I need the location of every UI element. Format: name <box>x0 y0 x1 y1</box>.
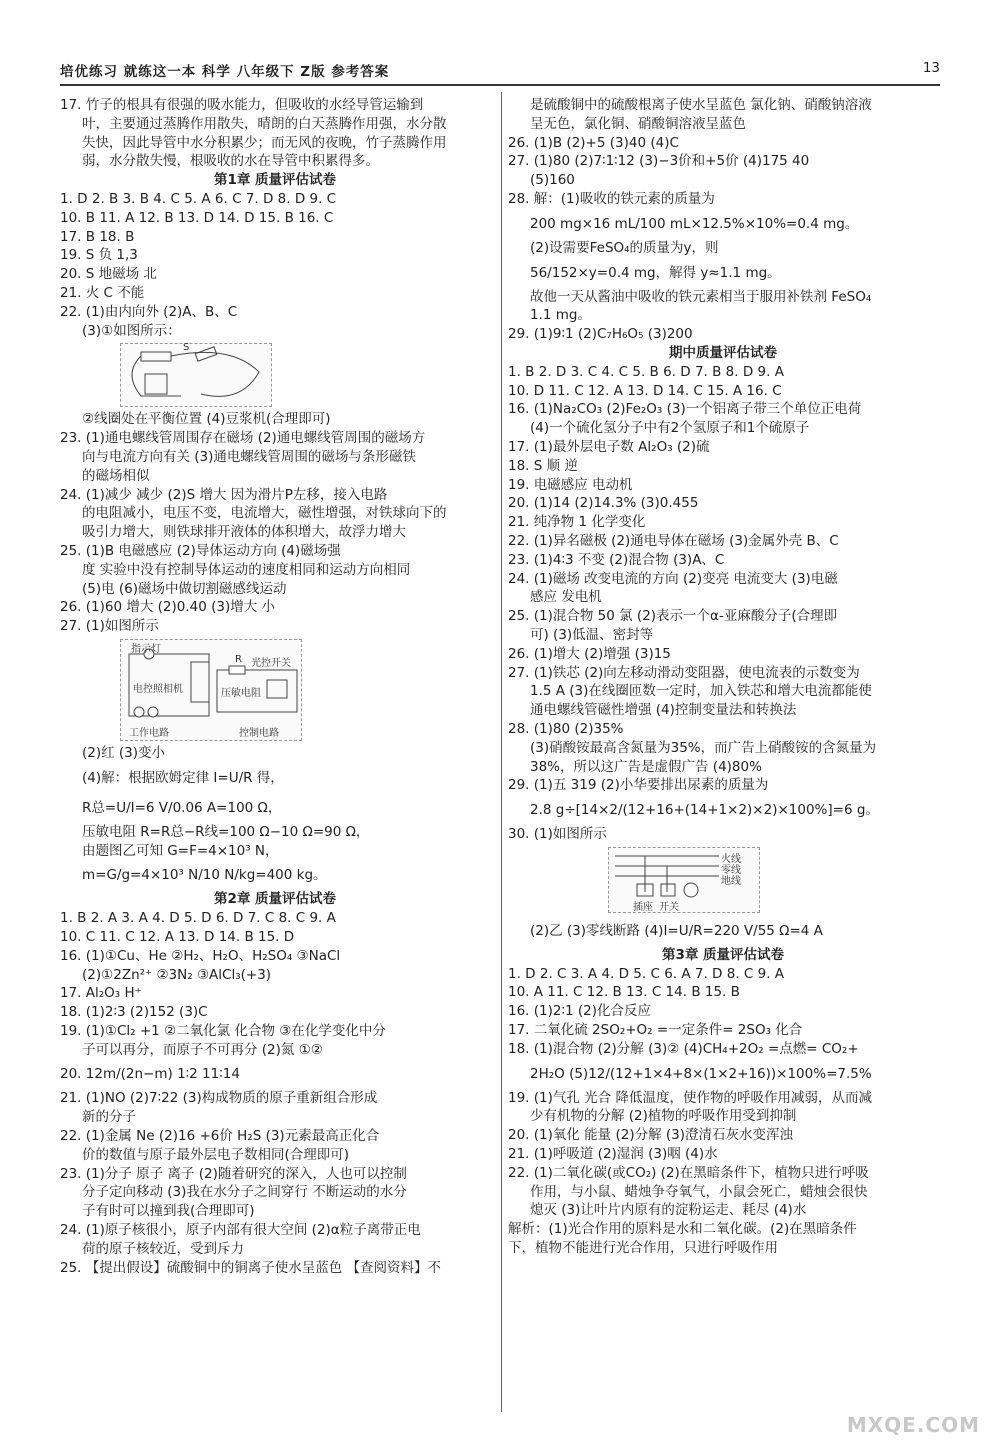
figure-30-home-wiring <box>608 847 760 913</box>
answer-line: (2)乙 (3)零线断路 (4)I=U/R=220 V/55 Ω=4 A <box>530 922 823 939</box>
answer-line: 16. (1)Na₂CO₃ (2)Fe₂O₃ (3)一个铝离子带三个单位正电荷 <box>508 401 862 418</box>
answer-line: 16. (1)①Cu、He ②H₂、H₂O、H₂SO₄ ③NaCl <box>60 947 341 964</box>
answer-line: 下，植物不能进行光合作用，只进行呼吸作用 <box>508 1240 778 1257</box>
answer-line: 26. (1)60 增大 (2)0.40 (3)增大 小 <box>60 599 276 616</box>
answer-line: 18. S 顺 逆 <box>508 457 578 474</box>
answer-line: (3)①如图所示： <box>82 322 181 339</box>
answer-line: 1. D 2. B 3. B 4. C 5. A 6. C 7. D 8. D 9. C <box>60 190 337 207</box>
fig30-label-socket: 插座 <box>633 901 653 913</box>
answer-line: 2.8 g÷[14×2/(12+16+(14+1×2)×2)×100%]=6 g。 <box>530 802 879 819</box>
answer-line: 18. (1)混合物 (2)分解 (3)② (4)CH₄+2O₂ =点燃= CO₂+ <box>508 1040 859 1057</box>
answer-line: 20. (1)氧化 能量 (2)分解 (3)澄清石灰水变浑浊 <box>508 1127 794 1144</box>
answer-line: 新的分子 <box>82 1109 136 1126</box>
answer-line: 解析：(1)光合作用的原料是水和二氧化碳。(2)在黑暗条件 <box>508 1221 857 1238</box>
answer-line: 弱，水分散失慢，根吸收的水在导管中积累得多。 <box>82 153 379 170</box>
answer-line: 10. C 11. C 12. A 13. D 14. B 15. D <box>60 928 295 945</box>
answer-line: 17. Al₂O₃ H⁺ <box>60 985 142 1002</box>
figure-22-motor-circuit <box>120 343 272 407</box>
answer-line: 29. (1)9∶1 (2)C₇H₆O₅ (3)200 <box>508 326 693 343</box>
answer-line: 呈无色，氯化铜、硝酸铜溶液呈蓝色 <box>530 115 746 132</box>
answer-line: 压敏电阻 R=R总−R线=100 Ω−10 Ω=90 Ω， <box>82 823 370 840</box>
answer-line: 叶，主要通过蒸腾作用散失，晴朗的白天蒸腾作用强，水分散 <box>82 115 447 132</box>
section-heading: 第3章 质量评估试卷 <box>661 946 785 963</box>
answer-line: 21. 纯净物 1 化学变化 <box>508 514 646 531</box>
answer-line: 20. (1)14 (2)14.3% (3)0.455 <box>508 495 699 512</box>
answer-line: 24. (1)原子核很小，原子内部有很大空间 (2)α粒子离带正电 <box>60 1222 421 1239</box>
answer-line: 1.1 mg。 <box>530 307 591 324</box>
answer-line: 17. 二氧化硫 2SO₂+O₂ =一定条件= 2SO₃ 化合 <box>508 1022 803 1039</box>
answer-line: 是硫酸铜中的硫酸根离子使水呈蓝色 氯化钠、硝酸钠溶液 <box>530 97 872 113</box>
answer-line: (2)①2Zn²⁺ ②3N₂ ③AlCl₃(+3) <box>82 966 272 983</box>
answer-line: 30. (1)如图所示 <box>508 826 607 843</box>
answer-line: 17. 竹子的根具有很强的吸水能力，但吸收的水经导管运输到 <box>60 97 424 113</box>
fig30-label-ground: 地线 <box>721 875 741 887</box>
answer-line: 19. 电磁感应 电动机 <box>508 476 633 493</box>
answer-line: 25. (1)B 电磁感应 (2)导体运动方向 (4)磁场强 <box>60 542 341 559</box>
answer-line: 1. B 2. D 3. C 4. C 5. B 6. D 7. B 8. D 9. A <box>508 363 784 380</box>
answer-line: 1. B 2. A 3. A 4. D 5. D 6. D 7. C 8. C 9. A <box>60 910 336 927</box>
answer-line: 18. (1)2∶3 (2)152 (3)C <box>60 1004 208 1021</box>
answer-line: 的磁场相似 <box>82 467 150 484</box>
answer-line: 19. S 负 1,3 <box>60 247 138 264</box>
answer-line: 21. (1)NO (2)7∶22 (3)构成物质的原子重新组合形成 <box>60 1090 378 1107</box>
answer-line: 熄灭 (3)让叶片内原有的淀粉运走、耗尽 (4)水 <box>530 1202 807 1219</box>
fig27-label-camera: 电控照相机 <box>133 683 183 695</box>
fig27-label-work-circuit: 工作电路 <box>129 727 169 739</box>
answer-line: 23. (1)分子 原子 离子 (2)随着研究的深入，人也可以控制 <box>60 1165 407 1182</box>
answer-line: R总=U/I=6 V/0.06 A=100 Ω， <box>82 799 282 816</box>
answer-line: 1. D 2. C 3. A 4. D 5. C 6. A 7. D 8. C 9. A <box>508 965 785 982</box>
answer-line: 27. (1)如图所示 <box>60 618 159 635</box>
header-rule <box>60 84 940 86</box>
answer-line: 19. (1)气孔 光合 降低温度，使作物的呼吸作用减弱，从而减 <box>508 1089 872 1106</box>
answer-line: 38%，所以这广告是虚假广告 (4)80% <box>530 758 762 775</box>
answer-line: 可) (3)低温、密封等 <box>530 626 654 643</box>
answer-line: 29. (1)五 319 (2)小华要排出尿素的质量为 <box>508 777 769 794</box>
answer-line: 17. B 18. B <box>60 228 135 245</box>
answer-line: 16. (1)2∶1 (2)化合反应 <box>508 1003 651 1020</box>
answer-line: 17. (1)最外层电子数 Al₂O₃ (2)硫 <box>508 438 710 455</box>
fig30-label-switch: 开关 <box>659 901 679 913</box>
answer-line: 故他一天从酱油中吸收的铁元素相当于服用补铁剂 FeSO₄ <box>530 288 872 305</box>
answer-line: 子可以再分，而原子不可再分 (2)氮 ①② <box>82 1041 323 1058</box>
answer-line: 25. (1)混合物 50 氯 (2)表示一个α-亚麻酸分子(合理即 <box>508 608 838 625</box>
answer-line: 22. (1)金属 Ne (2)16 +6价 H₂S (3)元素最高正化合 <box>60 1128 380 1145</box>
answer-line: 27. (1)铁芯 (2)向左移动滑动变阻器，使电流表的示数变为 <box>508 664 860 681</box>
figure-27-control-circuit <box>120 639 302 741</box>
motor-circuit-diagram <box>121 344 271 406</box>
section-heading: 第1章 质量评估试卷 <box>213 172 337 189</box>
fig30-label-neutral: 零线 <box>721 864 741 876</box>
answer-line: 分子定向移动 (3)我在水分子之间穿行 不断运动的水分 <box>82 1184 407 1201</box>
answer-line: 少有机物的分解 (2)植物的呼吸作用受到抑制 <box>530 1108 797 1125</box>
answer-line: 28. (1)80 (2)35% <box>508 720 624 737</box>
answer-line: ②线圈处在平衡位置 (4)豆浆机(合理即可) <box>82 411 331 428</box>
answer-line: 度 实验中没有控制导体运动的速度相同和运动方向相同 <box>82 561 411 578</box>
column-divider <box>501 92 502 1412</box>
answer-line: 子有时可以撞到我(合理即可) <box>82 1203 255 1220</box>
watermark: MXQE.COM <box>846 1413 980 1437</box>
answer-line: 27. (1)80 (2)7∶1∶12 (3)−3价和+5价 (4)175 40 <box>508 153 810 170</box>
answer-line: 22. (1)二氧化碳(或CO₂) (2)在黑暗条件下，植物只进行呼吸 <box>508 1164 869 1181</box>
fig27-label-indicator: 指示灯 <box>131 643 161 655</box>
answer-line: 10. D 11. C 12. A 13. D 14. C 15. A 16. C <box>508 382 782 399</box>
answer-line: 26. (1)增大 (2)增强 (3)15 <box>508 645 671 662</box>
answer-line: 25. 【提出假设】硫酸铜中的铜离子使水呈蓝色 【查阅资料】不 <box>60 1259 442 1276</box>
answer-line: (2)设需要FeSO₄的质量为y，则 <box>530 239 719 256</box>
answer-line: 56/152×y=0.4 mg，解得 y≈1.1 mg。 <box>530 264 781 281</box>
section-heading: 期中质量评估试卷 <box>669 344 777 361</box>
answer-line: 26. (1)B (2)+5 (3)40 (4)C <box>508 134 679 151</box>
fig27-label-pressure-resistor: 压敏电阻 <box>221 687 261 699</box>
answer-line: (5)电 (6)磁场中做切割磁感线运动 <box>82 580 287 597</box>
answer-line: 20. S 地磁场 北 <box>60 266 157 283</box>
answer-line: (4)一个硫化氢分子中有2个氢原子和1个硫原子 <box>530 420 810 437</box>
right-column <box>508 96 938 1258</box>
answer-line: m=G/g=4×10³ N/10 N/kg=400 kg。 <box>82 867 327 884</box>
header-title: 培优练习 就练这一本 科学 八年级下 Z版 参考答案 <box>60 64 390 80</box>
answer-line: 23. (1)4∶3 不变 (2)混合物 (3)A、C <box>508 551 725 568</box>
answer-line: 1.5 A (3)在线圈匝数一定时，加入铁芯和增大电流都能使 <box>530 683 872 700</box>
answer-line: 2H₂O (5)12/(12+1×4+8×(1×2+16))×100%=7.5% <box>530 1065 872 1082</box>
answer-line: (3)硝酸铵最高含氮量为35%，而广告上硝酸铵的含氮量为 <box>530 739 877 756</box>
answer-line: 荷的原子核较近，受到斥力 <box>82 1240 244 1257</box>
answer-line: 失快，因此导管中水分积累少；而无风的夜晚，竹子蒸腾作用 <box>82 134 447 151</box>
answer-line: 10. B 11. A 12. B 13. D 14. D 15. B 16. C <box>60 209 334 226</box>
fig27-label-control-circuit: 控制电路 <box>239 727 279 739</box>
answer-line: 21. 火 C 不能 <box>60 284 145 301</box>
left-column <box>60 96 490 1277</box>
fig-label-s: S <box>183 342 190 354</box>
answer-line: 作用，与小鼠、蜡烛争夺氧气，小鼠会死亡，蜡烛会很快 <box>530 1183 868 1200</box>
answer-line: 24. (1)磁场 改变电流的方向 (2)变亮 电流变大 (3)电磁 <box>508 570 838 587</box>
answer-line: 向与电流方向有关 (3)通电螺线管周围的磁场与条形磁铁 <box>82 448 416 465</box>
answer-line: 22. (1)异名磁极 (2)通电导体在磁场 (3)金属外壳 B、C <box>508 532 839 549</box>
answer-line: 24. (1)减少 减少 (2)S 增大 因为滑片P左移，接入电路 <box>60 486 388 503</box>
answer-line: 感应 发电机 <box>530 589 602 606</box>
answer-line: (2)红 (3)变小 <box>82 744 166 761</box>
page-header <box>60 60 940 82</box>
fig30-label-live: 火线 <box>721 853 741 865</box>
answer-line: 28. 解：(1)吸收的铁元素的质量为 <box>508 190 715 207</box>
answer-line: 吸引力增大，则铁球排开液体的体积增大，故浮力增大 <box>82 524 406 541</box>
answer-line: (5)160 <box>530 172 575 189</box>
answer-line: 19. (1)①Cl₂ +1 ②二氧化氯 化合物 ③在化学变化中分 <box>60 1022 386 1039</box>
page-number: 13 <box>922 60 940 76</box>
answer-line: 20. 12m/(2n−m) 1∶2 11∶14 <box>60 1066 240 1083</box>
fig27-label-light-switch: 光控开关 <box>251 657 291 669</box>
answer-line: 22. (1)由内向外 (2)A、B、C <box>60 303 238 320</box>
answer-line: (4)解：根据欧姆定律 I=U/R 得， <box>82 769 284 786</box>
answer-line: 的电阻减小，电压不变，电流增大，磁性增强，对铁球向下的 <box>82 505 447 522</box>
answer-line: 由题图乙可知 G=F=4×10³ N， <box>82 842 279 859</box>
answer-line: 23. (1)通电螺线管周围存在磁场 (2)通电螺线管周围的磁场方 <box>60 430 426 447</box>
section-heading: 第2章 质量评估试卷 <box>213 891 337 908</box>
answer-line: 10. A 11. C 12. B 13. C 14. B 15. B <box>508 984 740 1001</box>
answer-line: 价的数值与原子最外层电子数相同(合理即可) <box>82 1146 350 1163</box>
answer-line: 200 mg×16 mL/100 mL×12.5%×10%=0.4 mg。 <box>530 215 859 232</box>
answer-line: 通电螺线管磁性增强 (4)控制变量法和转换法 <box>530 702 797 719</box>
fig27-label-r: R <box>235 653 242 665</box>
answer-line: 21. (1)呼吸道 (2)湿润 (3)咽 (4)水 <box>508 1146 718 1163</box>
